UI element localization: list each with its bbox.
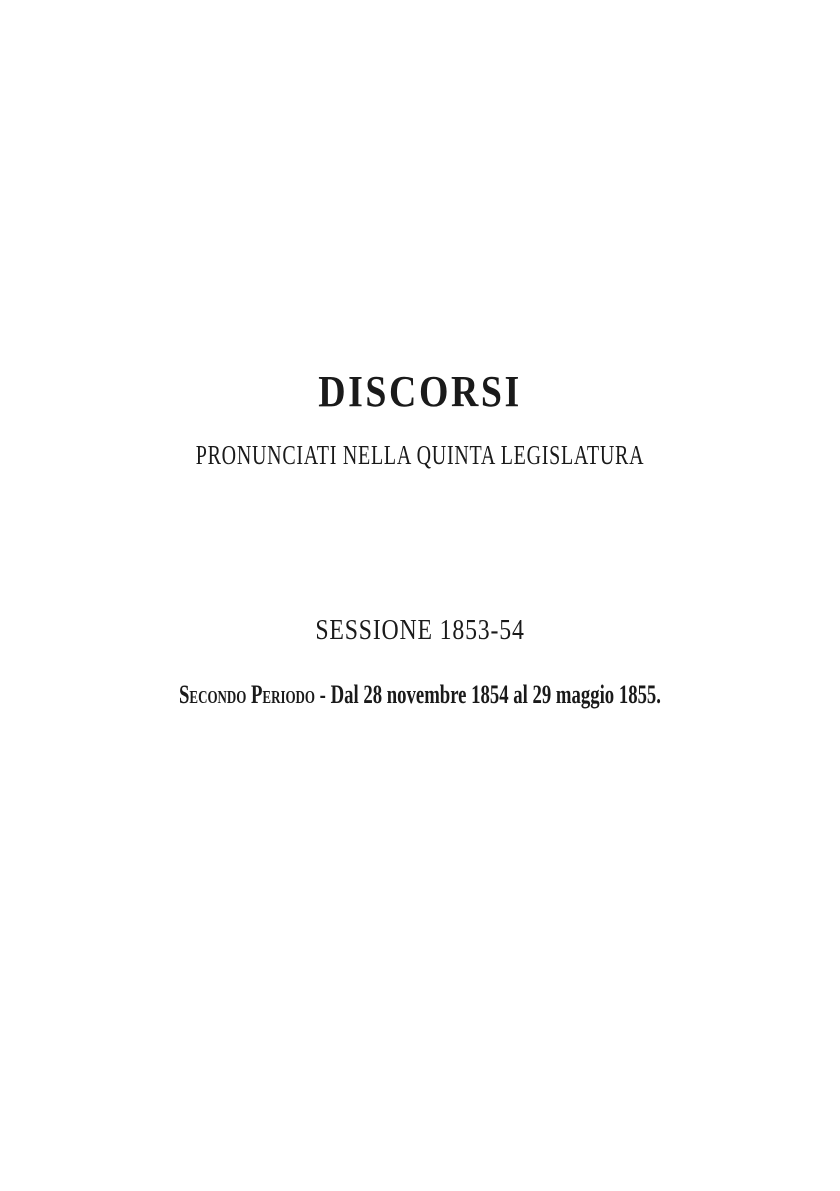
period-label: Secondo Periodo bbox=[179, 680, 316, 709]
period-dates: Dal 28 novembre 1854 al 29 maggio 1855. bbox=[330, 680, 661, 709]
session-heading: SESSIONE 1853-54 bbox=[315, 614, 525, 646]
page-title: DISCORSI bbox=[318, 367, 522, 416]
page-subtitle: PRONUNCIATI NELLA QUINTA LEGISLATURA bbox=[195, 440, 645, 470]
period-separator: - bbox=[315, 680, 331, 709]
period-line bbox=[118, 678, 723, 712]
